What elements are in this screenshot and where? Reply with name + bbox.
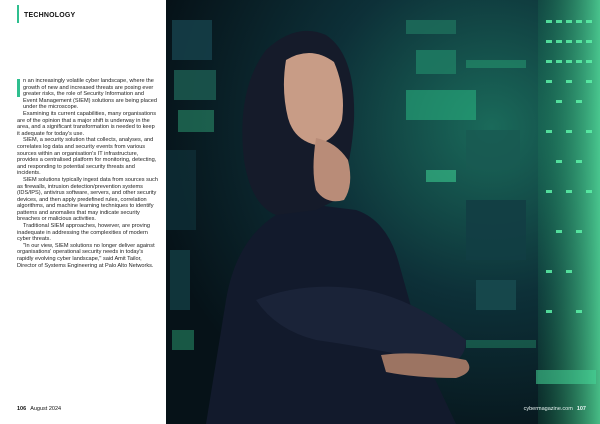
left-page bbox=[0, 0, 166, 424]
left-page-number: 106 bbox=[17, 406, 27, 412]
right-folio bbox=[524, 406, 586, 412]
website: cybermagazine.com bbox=[523, 406, 573, 412]
article-body bbox=[17, 78, 159, 269]
section-accent-rule bbox=[17, 5, 19, 23]
article-paragraph: Traditional SIEM approaches, however, are proving inadequate in addressing the complexities of modern cyber threats. bbox=[17, 223, 150, 243]
woman-data-center-image bbox=[166, 0, 600, 424]
issue-date: August 2024 bbox=[30, 406, 62, 412]
article-paragraph: SIEM, a security solution that collects, analyses, and correlates log data and security events from various sources within an organisation's IT infrastructure, provides a centralised platform for monitoring, detecting, and responding to potential security threats and incidents. bbox=[17, 137, 157, 177]
article-paragraph: n an increasingly volatile cyber landscape, where the growth of new and increased threats are posing ever greater risks, the role of Security Information and Event Management (SIEM) solutions are being placed under the microscope. bbox=[23, 78, 158, 111]
section-label: TECHNOLOGY bbox=[24, 12, 76, 19]
article-paragraph: "In our view, SIEM solutions no longer deliver against organisations' operational security needs in today's rapidly evolving cyber landscape," said Amit Tailor, Director of Systems Engineering at Palo Alto Networks. bbox=[17, 242, 155, 269]
article-paragraph: SIEM solutions typically ingest data from sources such as firewalls, intrusion detection/prevention systems (IDS/IPS), antivirus software, servers, and other security devices, and then apply predefined rules, correlation algorithms, and machine learning techniques to identify patterns and anomalies that may indicate security breaches or malicious activities. bbox=[17, 176, 158, 223]
left-folio bbox=[17, 406, 61, 412]
right-page-number: 107 bbox=[576, 406, 586, 412]
server-rack-right bbox=[538, 0, 600, 424]
cover-photo bbox=[166, 0, 600, 424]
article-paragraph: Examining its current capabilities, many organisations are of the opinion that a major shift is underway in the area, and a significant transformation is needed to keep it adequate for today's use. bbox=[17, 110, 157, 137]
